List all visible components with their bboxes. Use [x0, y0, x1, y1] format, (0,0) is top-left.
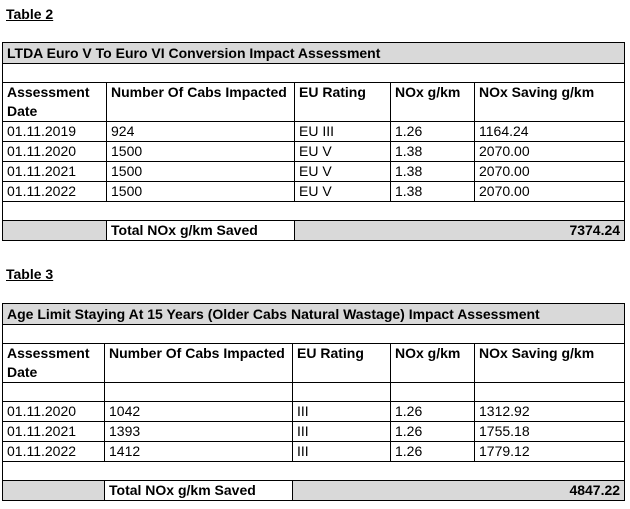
table2-cell-cabs: 1500 — [107, 182, 295, 202]
table3-total-value: 4847.22 — [293, 481, 625, 501]
table3-cell-nox: 1.26 — [391, 422, 475, 442]
table2-cell-rating: EU V — [295, 182, 391, 202]
table3-cell-saving: 1755.18 — [475, 422, 625, 442]
table-row — [3, 142, 625, 162]
table3-cell-nox: 1.26 — [391, 442, 475, 462]
table2-cell-nox: 1.38 — [391, 142, 475, 162]
table3-cell-date: 01.11.2021 — [3, 422, 105, 442]
table3-empty-cell — [293, 383, 391, 402]
table2 — [2, 42, 625, 241]
table2-total-blank — [3, 221, 107, 241]
table2-cell-rating: EU V — [295, 162, 391, 182]
table2-total-label: Total NOx g/km Saved — [107, 221, 295, 241]
table2-cell-nox: 1.38 — [391, 162, 475, 182]
table2-cell-nox: 1.26 — [391, 122, 475, 142]
table2-header-rating: EU Rating — [295, 83, 391, 122]
table2-title: LTDA Euro V To Euro VI Conversion Impact Assessment — [3, 43, 625, 64]
table3-header-saving: NOx Saving g/km — [475, 344, 625, 383]
table2-cell-date: 01.11.2021 — [3, 162, 107, 182]
table3-empty-cell — [391, 383, 475, 402]
table2-cell-date: 01.11.2022 — [3, 182, 107, 202]
table-row — [3, 402, 625, 422]
table2-cell-saving: 2070.00 — [475, 182, 625, 202]
table2-cell-cabs: 1500 — [107, 162, 295, 182]
table3-header-nox: NOx g/km — [391, 344, 475, 383]
table3-cell-date: 01.11.2020 — [3, 402, 105, 422]
table-row — [3, 162, 625, 182]
table3-cell-cabs: 1393 — [105, 422, 293, 442]
table3-cell-cabs: 1412 — [105, 442, 293, 462]
table3-empty-cell — [3, 383, 105, 402]
table2-cell-rating: EU III — [295, 122, 391, 142]
table3-cell-rating: III — [293, 402, 391, 422]
table3-empty-cell — [105, 383, 293, 402]
table2-cell-saving: 1164.24 — [475, 122, 625, 142]
table3 — [2, 303, 625, 501]
table3-cell-rating: III — [293, 442, 391, 462]
table3-header-date: Assessment Date — [3, 344, 105, 383]
table3-cell-saving: 1779.12 — [475, 442, 625, 462]
table3-cell-cabs: 1042 — [105, 402, 293, 422]
table2-header-date: Assessment Date — [3, 83, 107, 122]
table2-cell-cabs: 924 — [107, 122, 295, 142]
table2-total-value: 7374.24 — [295, 221, 625, 241]
table2-cell-saving: 2070.00 — [475, 162, 625, 182]
table3-empty-cell — [475, 383, 625, 402]
table2-header-saving: NOx Saving g/km — [475, 83, 625, 122]
table3-header-cabs: Number Of Cabs Impacted — [105, 344, 293, 383]
table2-spacer-row — [3, 202, 625, 221]
table2-spacer-row — [3, 64, 625, 83]
table3-cell-date: 01.11.2022 — [3, 442, 105, 462]
table2-cell-date: 01.11.2020 — [3, 142, 107, 162]
table3-total-label: Total NOx g/km Saved — [105, 481, 293, 501]
table3-spacer-row — [3, 325, 625, 344]
table2-cell-nox: 1.38 — [391, 182, 475, 202]
table3-header-rating: EU Rating — [293, 344, 391, 383]
table-row — [3, 182, 625, 202]
table-row — [3, 122, 625, 142]
table2-header-nox: NOx g/km — [391, 83, 475, 122]
table3-title: Age Limit Staying At 15 Years (Older Cabs Natural Wastage) Impact Assessment — [3, 304, 625, 325]
table-row — [3, 422, 625, 442]
table-row — [3, 442, 625, 462]
table2-caption: Table 2 — [6, 6, 54, 22]
table3-cell-nox: 1.26 — [391, 402, 475, 422]
table3-caption: Table 3 — [6, 266, 54, 282]
table3-cell-rating: III — [293, 422, 391, 442]
table2-cell-cabs: 1500 — [107, 142, 295, 162]
table3-spacer-row — [3, 462, 625, 481]
table2-cell-rating: EU V — [295, 142, 391, 162]
table2-cell-date: 01.11.2019 — [3, 122, 107, 142]
table3-total-blank — [3, 481, 105, 501]
table2-cell-saving: 2070.00 — [475, 142, 625, 162]
table2-header-cabs: Number Of Cabs Impacted — [107, 83, 295, 122]
table3-cell-saving: 1312.92 — [475, 402, 625, 422]
